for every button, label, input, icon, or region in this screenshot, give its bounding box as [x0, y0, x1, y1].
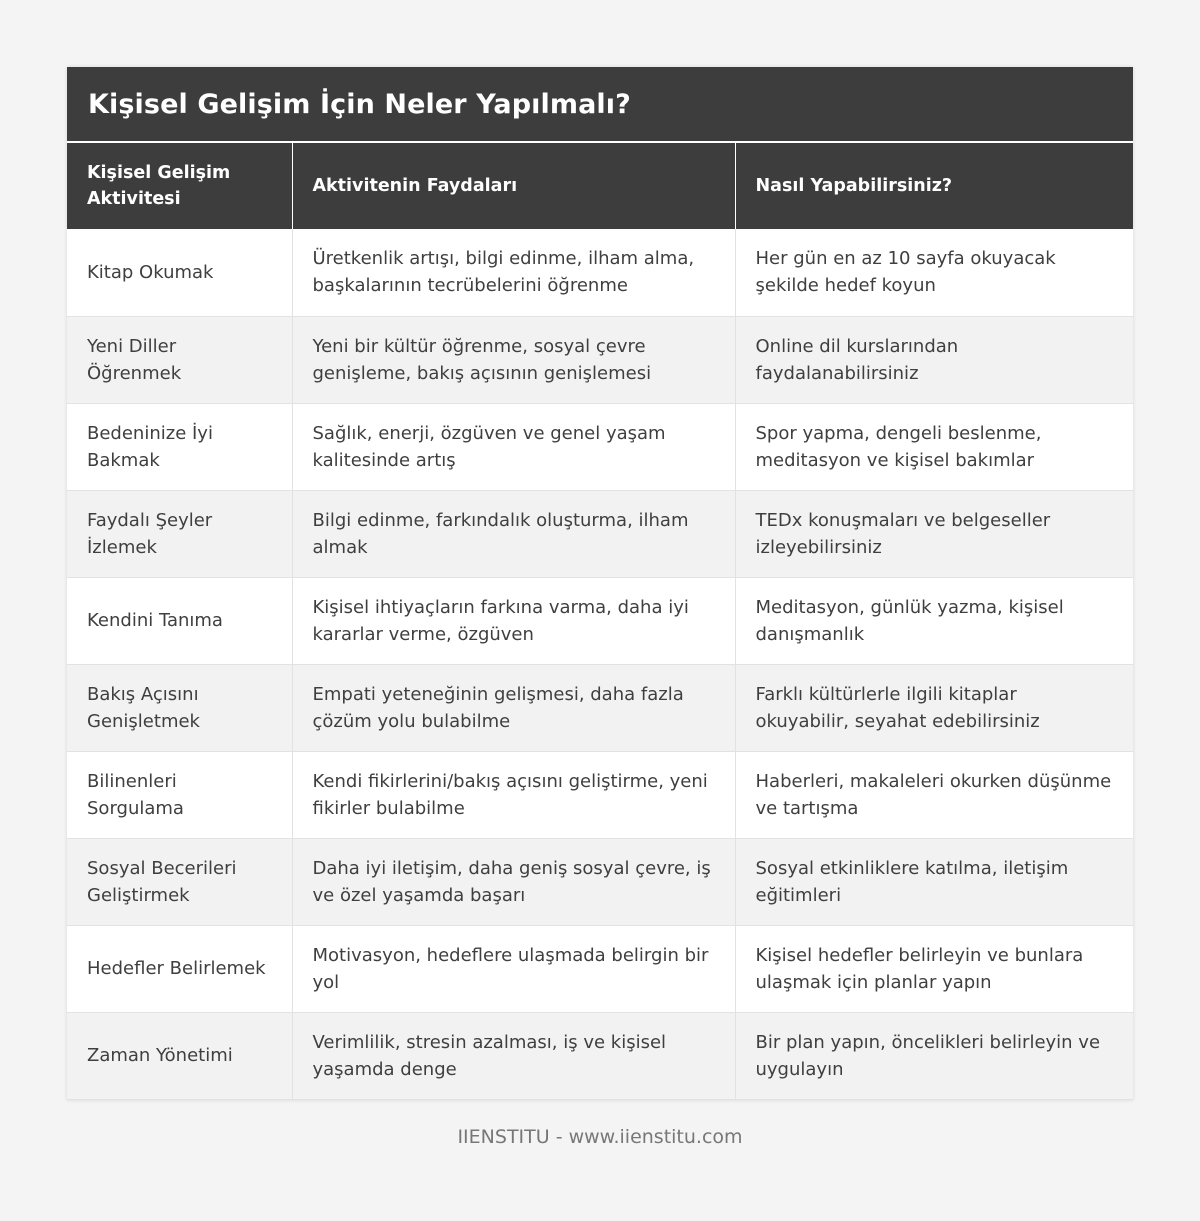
table-row: [67, 925, 1133, 1012]
column-header-how-to: Nasıl Yapabilirsiniz?: [735, 143, 1133, 229]
table-row: [67, 229, 1133, 316]
benefits-cell: Kendi fikirlerini/bakış açısını geliştirme, yeni fikirler bulabilme: [292, 751, 735, 838]
benefits-cell: Empati yeteneğinin gelişmesi, daha fazla çözüm yolu bulabilme: [292, 664, 735, 751]
table-row: [67, 664, 1133, 751]
how-to-cell: Bir plan yapın, öncelikleri belirleyin ve uygulayın: [735, 1012, 1133, 1099]
table-row: [67, 490, 1133, 577]
activity-cell: Zaman Yönetimi: [67, 1012, 292, 1099]
table-row: [67, 316, 1133, 403]
table-card: [67, 67, 1133, 1100]
column-header-activity: Kişisel Gelişim Aktivitesi: [67, 143, 292, 229]
activity-cell: Bakış Açısını Genişletmek: [67, 664, 292, 751]
activity-cell: Sosyal Becerileri Geliştirmek: [67, 838, 292, 925]
how-to-cell: Spor yapma, dengeli beslenme, meditasyon ve kişisel bakımlar: [735, 403, 1133, 490]
table-row: [67, 751, 1133, 838]
activity-cell: Kendini Tanıma: [67, 577, 292, 664]
benefits-cell: Daha iyi iletişim, daha geniş sosyal çevre, iş ve özel yaşamda başarı: [292, 838, 735, 925]
benefits-cell: Motivasyon, hedeflere ulaşmada belirgin bir yol: [292, 925, 735, 1012]
activity-cell: Bedeninize İyi Bakmak: [67, 403, 292, 490]
table-title: Kişisel Gelişim İçin Neler Yapılmalı?: [88, 88, 631, 120]
activity-cell: Kitap Okumak: [67, 229, 292, 316]
benefits-cell: Bilgi edinme, farkındalık oluşturma, ilham almak: [292, 490, 735, 577]
table-row: [67, 577, 1133, 664]
benefits-cell: Kişisel ihtiyaçların farkına varma, daha iyi kararlar verme, özgüven: [292, 577, 735, 664]
how-to-cell: Haberleri, makaleleri okurken düşünme ve tartışma: [735, 751, 1133, 838]
how-to-cell: Her gün en az 10 sayfa okuyacak şekilde hedef koyun: [735, 229, 1133, 316]
how-to-cell: Kişisel hedefler belirleyin ve bunlara ulaşmak için planlar yapın: [735, 925, 1133, 1012]
benefits-cell: Verimlilik, stresin azalması, iş ve kişisel yaşamda denge: [292, 1012, 735, 1099]
benefits-cell: Yeni bir kültür öğrenme, sosyal çevre genişleme, bakış açısının genişlemesi: [292, 316, 735, 403]
table-title-bar: [67, 67, 1133, 143]
activity-cell: Bilinenleri Sorgulama: [67, 751, 292, 838]
how-to-cell: TEDx konuşmaları ve belgeseller izleyebilirsiniz: [735, 490, 1133, 577]
table-row: [67, 403, 1133, 490]
benefits-cell: Üretkenlik artışı, bilgi edinme, ilham alma, başkalarının tecrübelerini öğrenme: [292, 229, 735, 316]
activities-table: [67, 143, 1133, 1100]
table-row: [67, 838, 1133, 925]
activity-cell: Yeni Diller Öğrenmek: [67, 316, 292, 403]
how-to-cell: Farklı kültürlerle ilgili kitaplar okuyabilir, seyahat edebilirsiniz: [735, 664, 1133, 751]
column-header-benefits: Aktivitenin Faydaları: [292, 143, 735, 229]
activity-cell: Faydalı Şeyler İzlemek: [67, 490, 292, 577]
how-to-cell: Meditasyon, günlük yazma, kişisel danışmanlık: [735, 577, 1133, 664]
benefits-cell: Sağlık, enerji, özgüven ve genel yaşam kalitesinde artış: [292, 403, 735, 490]
how-to-cell: Online dil kurslarından faydalanabilirsiniz: [735, 316, 1133, 403]
how-to-cell: Sosyal etkinliklere katılma, iletişim eğitimleri: [735, 838, 1133, 925]
table-header-row: [67, 143, 1133, 229]
activity-cell: Hedefler Belirlemek: [67, 925, 292, 1012]
table-row: [67, 1012, 1133, 1099]
footer-credit: IIENSTITU - www.iienstitu.com: [457, 1126, 743, 1148]
